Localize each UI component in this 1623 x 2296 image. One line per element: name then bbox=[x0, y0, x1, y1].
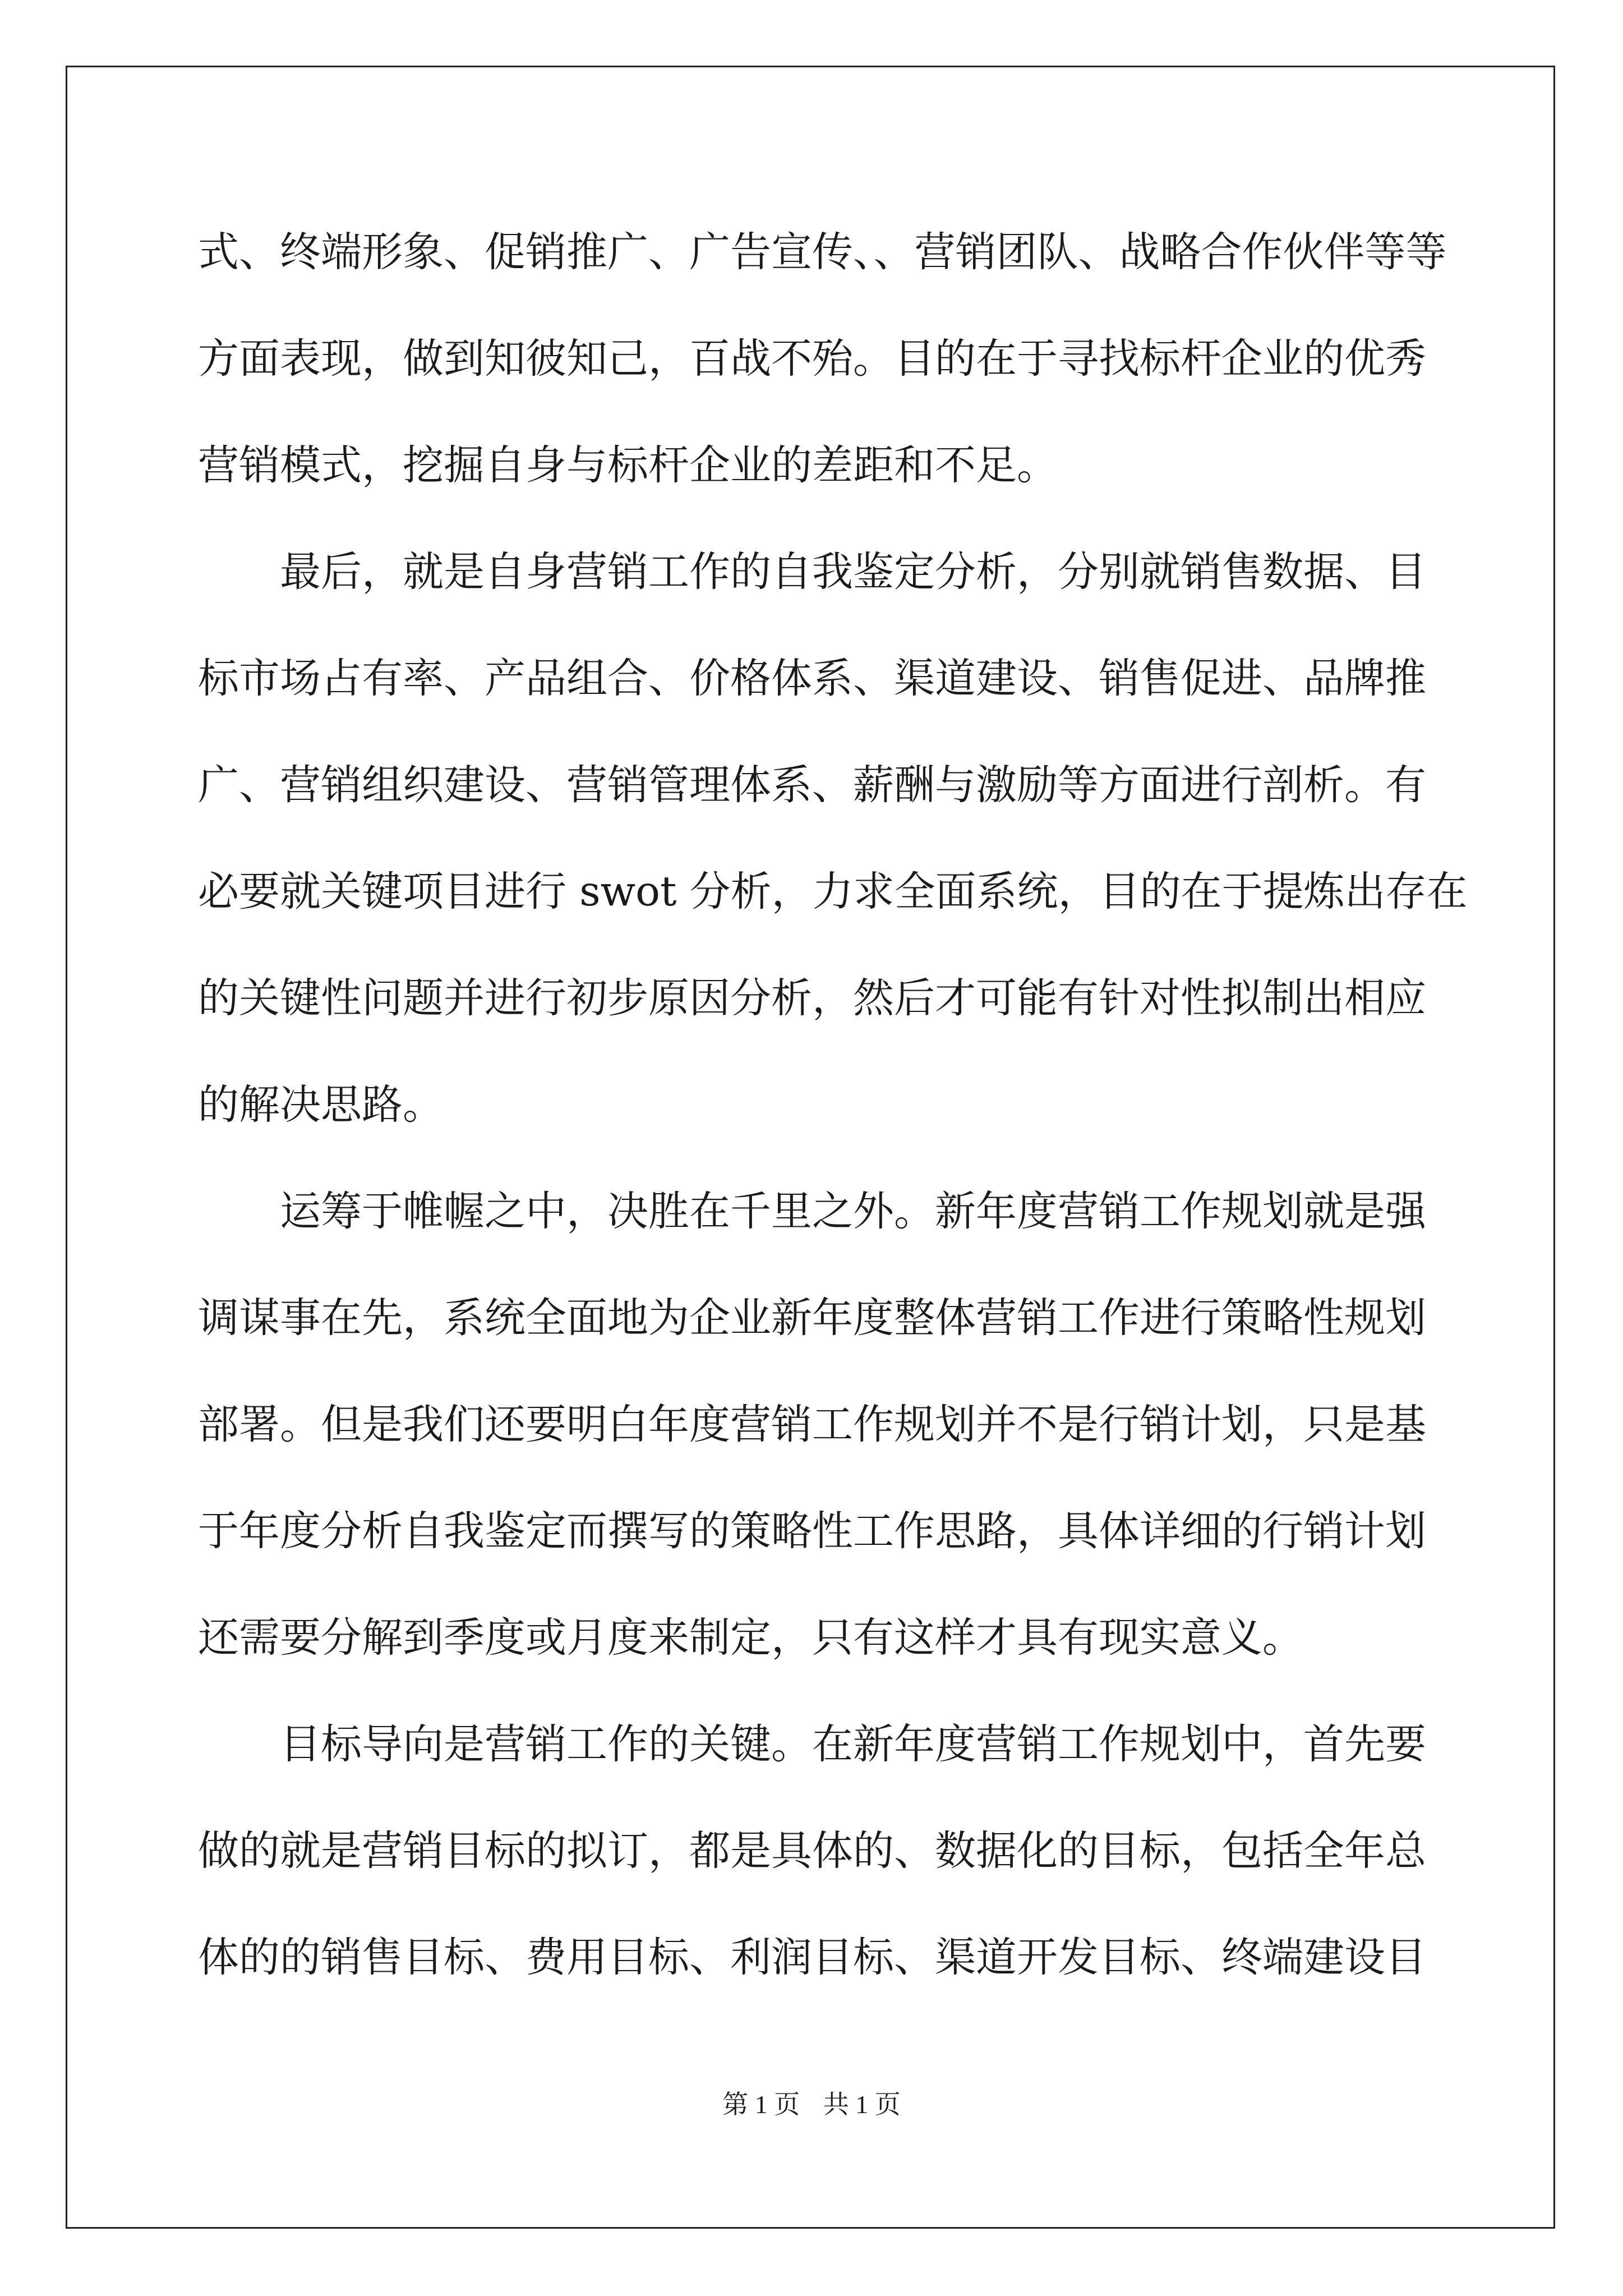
text-line: 的关键性问题并进行初步原因分析，然后才可能有针对性拟制出相应 bbox=[198, 974, 1426, 1022]
text-line: 广、营销组织建设、营销管理体系、薪酬与激励等方面进行剖析。有 bbox=[198, 761, 1426, 809]
text-line: 式、终端形象、促销推广、广告宣传、、营销团队、战略合作伙伴等等 bbox=[198, 228, 1447, 276]
text-line: 最后，就是自身营销工作的自我鉴定分析，分别就销售数据、目 bbox=[280, 548, 1426, 596]
page-number: 第 1 页 bbox=[722, 2090, 800, 2119]
document-body bbox=[198, 199, 1468, 2011]
text-line: 的解决思路。 bbox=[198, 1081, 444, 1129]
text-line: 体的的销售目标、费用目标、利润目标、渠道开发目标、终端建设目 bbox=[198, 1934, 1426, 1981]
text-line: 目标导向是营销工作的关键。在新年度营销工作规划中，首先要 bbox=[280, 1720, 1426, 1768]
text-line: 做的就是营销目标的拟订，都是具体的、数据化的目标，包括全年总 bbox=[198, 1827, 1426, 1875]
text-line: 部署。但是我们还要明白年度营销工作规划并不是行销计划，只是基 bbox=[198, 1401, 1426, 1448]
text-line: 还需要分解到季度或月度来制定，只有这样才具有现实意义。 bbox=[198, 1614, 1303, 1662]
page-footer bbox=[0, 2088, 1623, 2122]
text-line: 标市场占有率、产品组合、价格体系、渠道建设、销售促进、品牌推 bbox=[198, 655, 1426, 702]
page-total: 共 1 页 bbox=[823, 2090, 901, 2119]
text-line: 调谋事在先，系统全面地为企业新年度整体营销工作进行策略性规划 bbox=[198, 1294, 1426, 1342]
text-line: 运筹于帷幄之中，决胜在千里之外。新年度营销工作规划就是强 bbox=[280, 1188, 1426, 1235]
text-line: 营销模式，挖掘自身与标杆企业的差距和不足。 bbox=[198, 441, 1058, 489]
text-line: 必要就关键项目进行 swot 分析，力求全面系统，目的在于提炼出存在 bbox=[198, 868, 1468, 915]
text-line: 于年度分析自我鉴定而撰写的策略性工作思路，具体详细的行销计划 bbox=[198, 1507, 1426, 1555]
text-line: 方面表现，做到知彼知己，百战不殆。目的在于寻找标杆企业的优秀 bbox=[198, 335, 1426, 383]
